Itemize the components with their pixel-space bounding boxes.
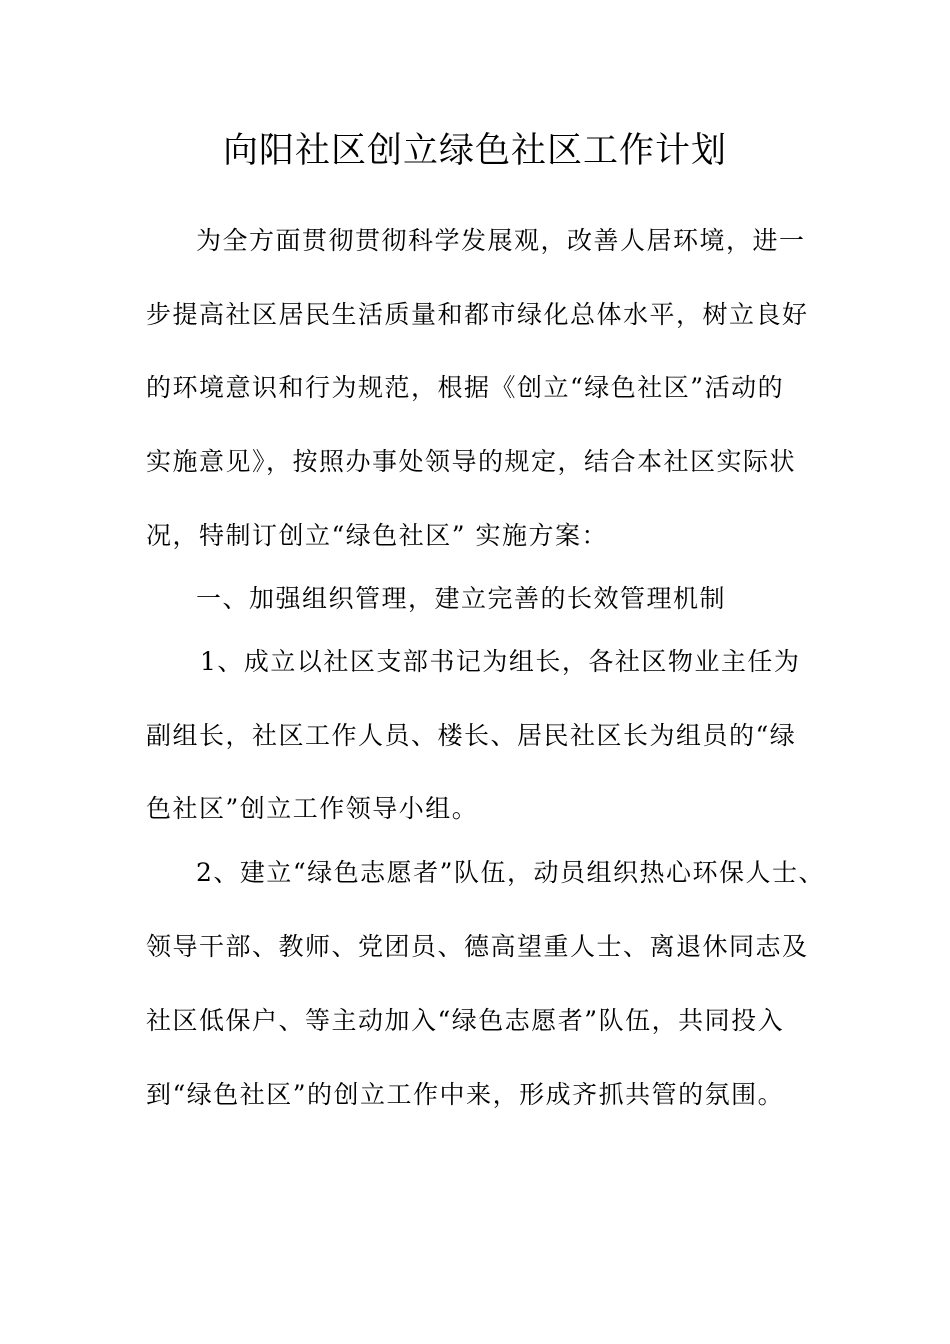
paragraph-line: 领导干部、教师、党团员、德高望重人士、离退休同志及 [146, 932, 809, 961]
document-title: 向阳社区创立绿色社区工作计划 [222, 131, 727, 171]
paragraph-line: 步提高社区居民生活质量和都市绿化总体水平，树立良好 [146, 300, 809, 329]
paragraph-line: 社区低保户、等主动加入“绿色志愿者”队伍，共同投入 [146, 1006, 785, 1035]
paragraph-line: 实施意见》，按照办事处领导的规定，结合本社区实际状 [146, 447, 797, 476]
paragraph-line: 到“绿色社区”的创立工作中来，形成齐抓共管的氛围。 [146, 1080, 785, 1109]
paragraph-line: 1、成立以社区支部书记为组长，各社区物业主任为 [200, 647, 801, 676]
paragraph-line: 副组长，社区工作人员、楼长、居民社区长为组员的“绿 [146, 721, 797, 750]
paragraph-line: 2、建立“绿色志愿者”队伍，动员组织热心环保人士、 [196, 858, 825, 887]
section-heading: 一、加强组织管理，建立完善的长效管理机制 [196, 584, 727, 613]
paragraph-line: 的环境意识和行为规范，根据《创立“绿色社区”活动的 [146, 373, 785, 402]
paragraph-line: 色社区”创立工作领导小组。 [146, 794, 479, 823]
paragraph-line: 况，特制订创立“绿色社区” 实施方案： [146, 521, 609, 550]
paragraph-line: 为全方面贯彻贯彻科学发展观，改善人居环境，进一 [196, 226, 806, 255]
